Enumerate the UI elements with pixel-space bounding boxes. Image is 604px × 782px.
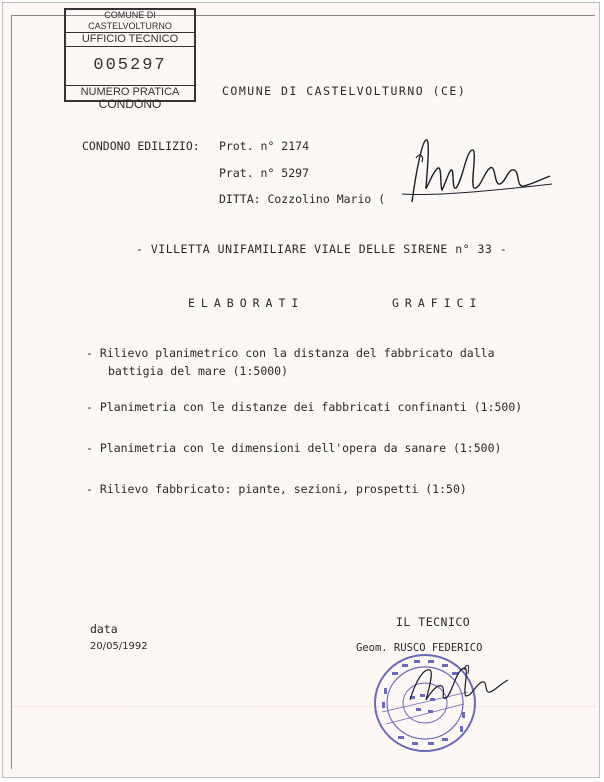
technician-name: Geom. RUSCO FEDERICO xyxy=(356,642,483,654)
property-title: - VILLETTA UNIFAMILIARE VIALE DELLE SIRENE n° 33 - xyxy=(136,242,508,256)
stamp-condono-label: CONDONO xyxy=(98,97,162,111)
protocol-stamp xyxy=(64,8,196,111)
municipality-header: COMUNE DI CASTELVOLTURNO (CE) xyxy=(222,84,467,98)
stamp-office: UFFICIO TECNICO xyxy=(66,33,194,47)
list-item-continuation: battigia del mare (1:5000) xyxy=(108,364,289,378)
left-border-line xyxy=(11,15,12,769)
technician-label: IL TECNICO xyxy=(396,615,471,629)
technician-signature xyxy=(404,660,514,710)
stamp-municipality: COMUNE DI CASTELVOLTURNO xyxy=(66,10,194,33)
condono-label: CONDONO EDILIZIO: xyxy=(82,139,200,153)
list-item: - Planimetria con le distanze dei fabbricati confinanti (1:500) xyxy=(86,400,523,414)
stamp-number: 005297 xyxy=(66,47,194,86)
company-name: DITTA: Cozzolino Mario ( xyxy=(219,192,386,206)
practice-number: Prat. n° 5297 xyxy=(219,166,310,180)
owner-signature xyxy=(392,132,562,212)
section-title-grafici: GRAFICI xyxy=(392,296,483,310)
date-value: 20/05/1992 xyxy=(90,641,148,652)
list-item: - Rilievo planimetrico con la distanza del fabbricato dalla xyxy=(86,346,495,360)
date-label: data xyxy=(90,622,118,636)
list-item: - Planimetria con le dimensioni dell'opera da sanare (1:500) xyxy=(86,441,502,455)
protocol-number: Prot. n° 2174 xyxy=(219,139,310,153)
section-title-elaborati: ELABORATI xyxy=(188,296,305,310)
stamp-practice-label: NUMERO PRATICA xyxy=(80,86,180,98)
list-item: - Rilievo fabbricato: piante, sezioni, prospetti (1:50) xyxy=(86,482,467,496)
